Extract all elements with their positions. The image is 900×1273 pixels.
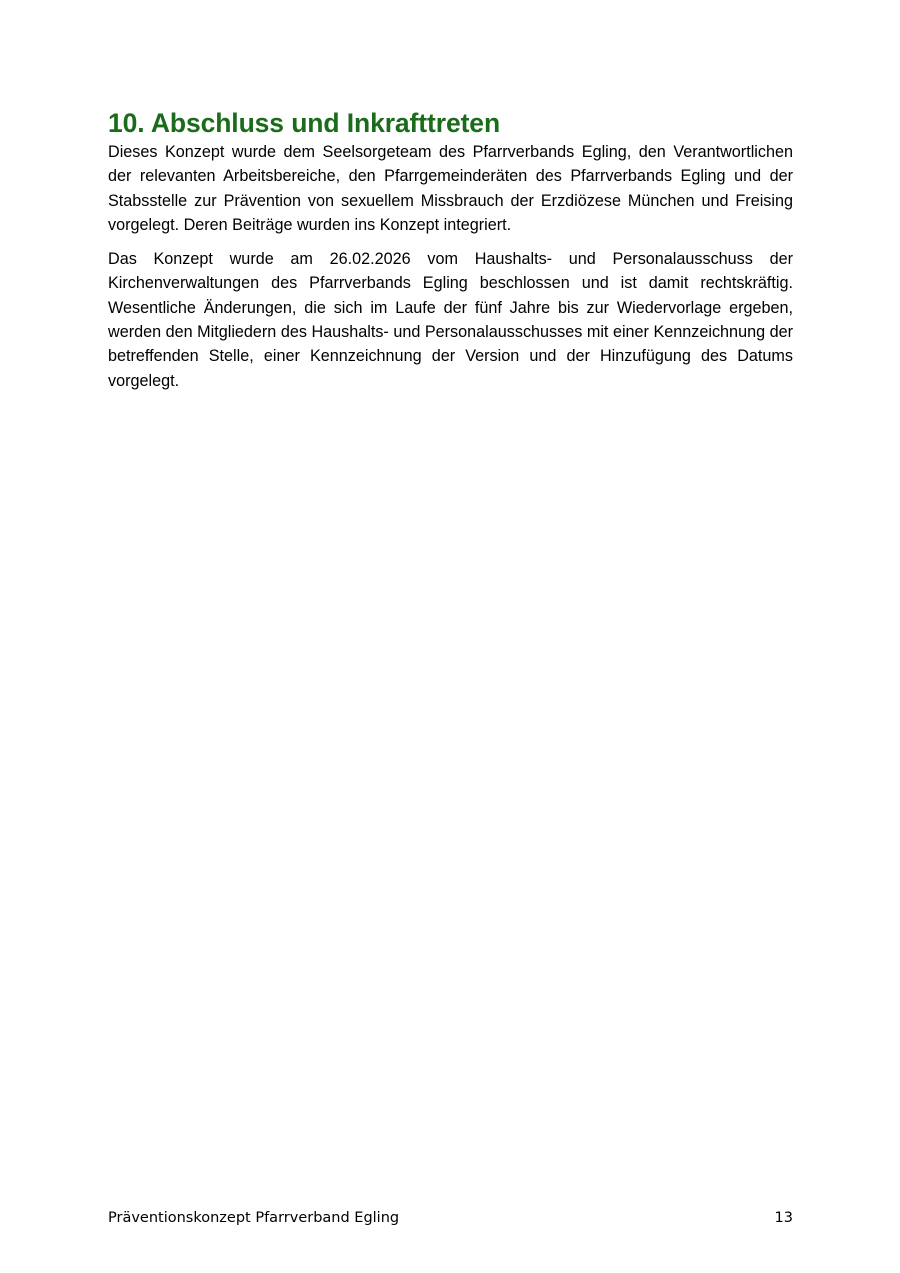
page-number: 13 — [774, 1210, 793, 1226]
section-content — [108, 106, 793, 393]
page-footer — [108, 1208, 793, 1228]
paragraph-adoption-lead: Das Konzept wurde am — [108, 250, 330, 269]
paragraph-adoption — [108, 247, 793, 393]
section-heading: 10. Abschluss und Inkrafttreten — [108, 108, 501, 138]
paragraph-submission: Dieses Konzept wurde dem Seelsorgeteam des Pfarrverbands Egling, den Verantwortlichen der relevanten Arbeitsbereiche, den Pfarrgemeinderäten des Pfarrverbands Egling und der Stabsstelle zur Prävention von sexuellem Missbrauch der Erzdiözese München und Freising vorgelegt. Deren Beiträge wurden ins Konzept integriert. — [108, 143, 793, 234]
footer-title: Präventionskonzept Pfarrverband Egling — [108, 1210, 400, 1226]
adoption-date: 26.02.2026 — [329, 250, 411, 269]
paragraph-adoption-rest: vom Haushalts- und Personalausschuss der Kirchenverwaltungen des Pfarrverbands Egling beschlossen und ist damit rechtskräftig. Wesentliche Änderungen, die sich im Laufe der fünf Jahre bis zur Wiedervorlage ergeben, werden den Mitgliedern des Haushalts- und Personalausschusses mit einer Kennzeichnung der betreffenden Stelle, einer Kennzeichnung der Version und der Hinzufügung des Datums vorgelegt. — [108, 250, 793, 390]
